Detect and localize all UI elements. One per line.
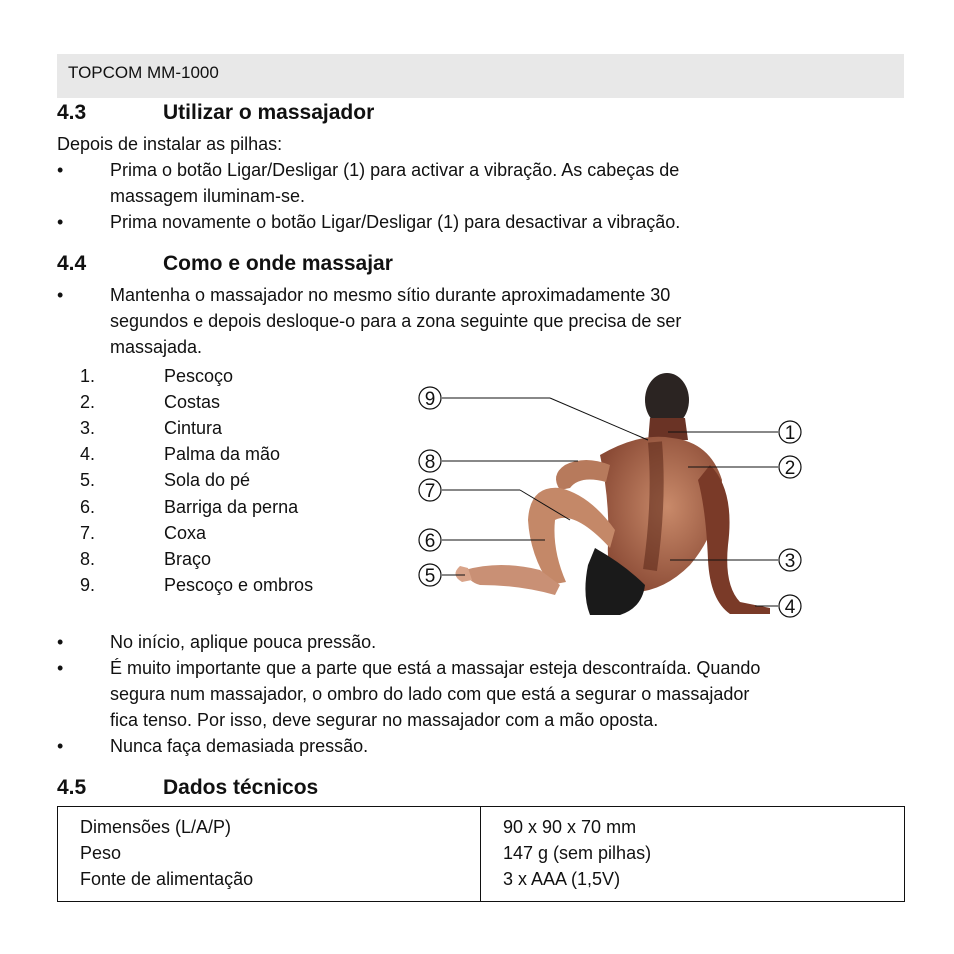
- section-title: Dados técnicos: [163, 776, 319, 799]
- spec-labels-cell: [58, 807, 481, 902]
- bullet-text: No início, aplique pouca pressão.: [110, 632, 377, 652]
- body-silhouette: [455, 373, 770, 615]
- spec-label: Fonte de alimentação: [80, 869, 254, 889]
- zone-item: 8. Braço: [80, 549, 212, 569]
- callout-5: [419, 564, 441, 587]
- technical-data-table: [57, 806, 905, 902]
- header-title: TOPCOM MM-1000: [68, 63, 219, 82]
- zone-item: 4. Palma da mão: [80, 444, 281, 464]
- svg-text:6: 6: [424, 531, 436, 552]
- svg-text:5: 5: [424, 566, 436, 587]
- callout-7: [419, 479, 441, 502]
- section-4-5-heading: [57, 776, 318, 800]
- svg-text:1: 1: [784, 423, 796, 444]
- zone-item: 6. Barriga da perna: [80, 497, 299, 517]
- massage-zones-figure: [410, 370, 810, 620]
- svg-text:2: 2: [784, 458, 796, 479]
- callout-1: [779, 421, 801, 444]
- spec-values-cell: [481, 807, 905, 902]
- section-title: Utilizar o massajador: [163, 101, 375, 124]
- bullet-text: Mantenha o massajador no mesmo sítio durante aproximadamente 30 segundos e depois desloque-o para a zona seguinte que precisa de ser massajada.: [110, 285, 682, 357]
- svg-text:4: 4: [784, 597, 796, 618]
- bullet-text: Nunca faça demasiada pressão.: [110, 736, 369, 756]
- bullet-marker: •: [57, 285, 64, 305]
- svg-text:7: 7: [424, 481, 436, 502]
- svg-text:8: 8: [424, 452, 436, 473]
- svg-text:9: 9: [424, 389, 436, 410]
- section-4-4-heading: [57, 252, 393, 276]
- section-number: 4.3: [57, 101, 87, 124]
- spec-value: 90 x 90 x 70 mm: [503, 817, 637, 837]
- zone-item: 9. Pescoço e ombros: [80, 575, 314, 595]
- section-4-3-heading: [57, 101, 374, 125]
- zone-item: 3. Cintura: [80, 418, 223, 438]
- bullet-text: É muito importante que a parte que está a massajar esteja descontraída. Quando segura num massajador, o ombro do lado com que está a segurar o massajador fica tenso. Por isso, deve segurar no massajador com a mão oposta.: [110, 658, 761, 730]
- callout-9: [419, 387, 441, 410]
- bullet-marker: •: [57, 212, 64, 232]
- spec-value: 147 g (sem pilhas): [503, 843, 652, 863]
- section-4-3-intro: Depois de instalar as pilhas:: [57, 134, 283, 154]
- bullet-marker: •: [57, 736, 64, 756]
- zone-item: 5. Sola do pé: [80, 470, 251, 490]
- callout-2: [779, 456, 801, 479]
- section-number: 4.5: [57, 776, 87, 799]
- spec-label: Dimensões (L/A/P): [80, 817, 232, 837]
- callout-4: [779, 595, 801, 618]
- section-number: 4.4: [57, 252, 87, 275]
- bullet-text: Prima novamente o botão Ligar/Desligar (1) para desactivar a vibração.: [110, 212, 681, 232]
- bullet-marker: •: [57, 658, 64, 678]
- spec-value: 3 x AAA (1,5V): [503, 869, 621, 889]
- document-header: [57, 54, 904, 98]
- section-title: Como e onde massajar: [163, 252, 393, 275]
- callout-3: [779, 549, 801, 572]
- bullet-marker: •: [57, 160, 64, 180]
- zone-item: 2. Costas: [80, 392, 221, 412]
- svg-text:3: 3: [784, 551, 796, 572]
- table-row: [58, 807, 905, 902]
- bullet-text: Prima o botão Ligar/Desligar (1) para activar a vibração. As cabeças de massagem iluminam-se.: [110, 160, 680, 206]
- zone-item: 1. Pescoço: [80, 366, 234, 386]
- bullet-marker: •: [57, 632, 64, 652]
- zone-item: 7. Coxa: [80, 523, 207, 543]
- callout-6: [419, 529, 441, 552]
- spec-label: Peso: [80, 843, 122, 863]
- callout-8: [419, 450, 441, 473]
